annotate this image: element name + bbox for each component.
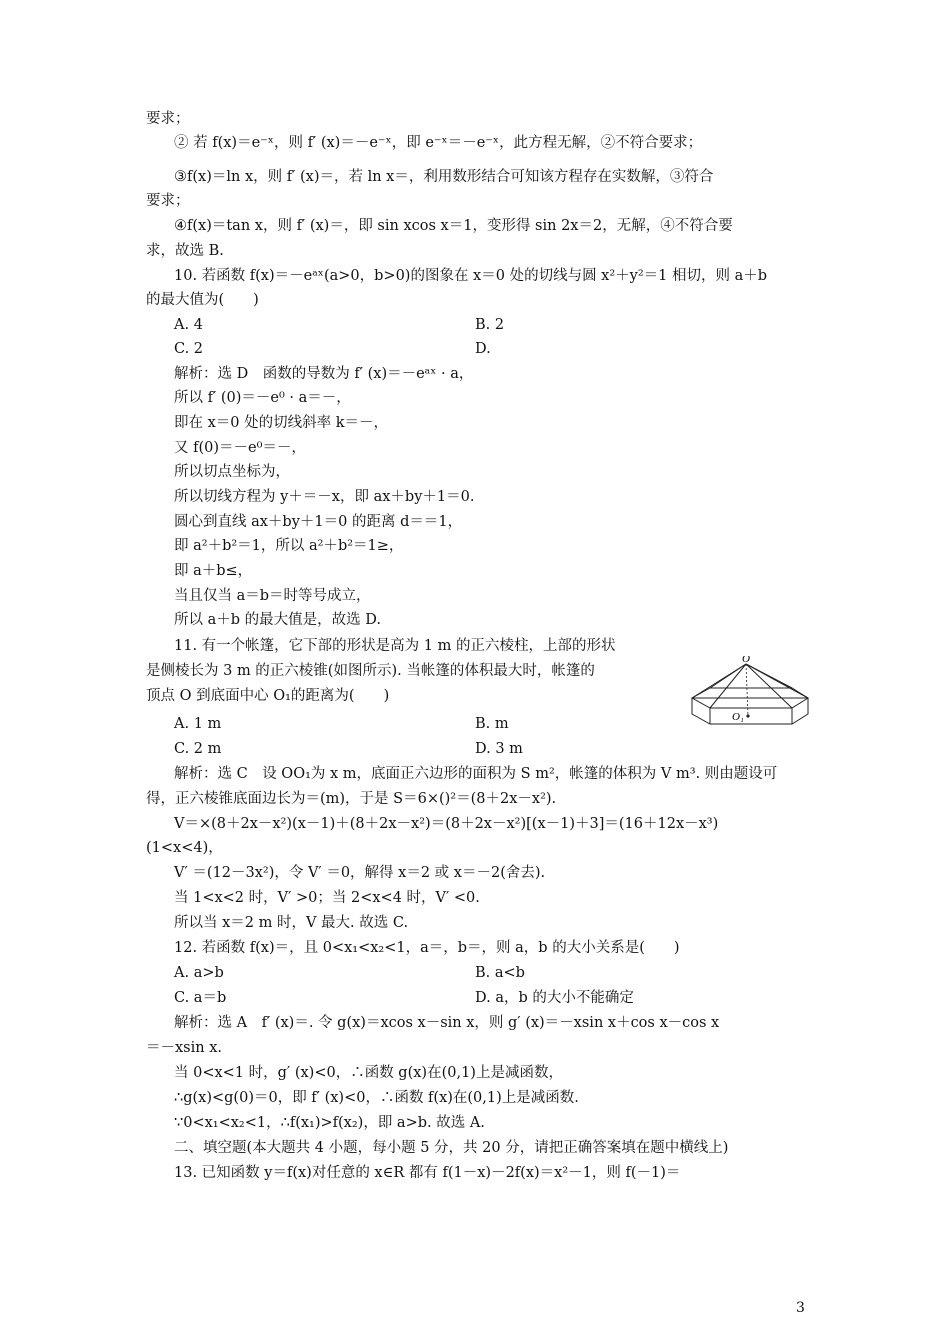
option-right: B. m [475, 716, 509, 732]
text-line: 得，正六棱锥底面边长为＝(m)，于是 S＝6×()²＝(8＋2x－x²). [146, 791, 557, 807]
text-line: 二、填空题(本大题共 4 小题，每小题 5 分，共 20 分，请把正确答案填在题中横线上) [174, 1140, 729, 1156]
option-right: D. [475, 341, 491, 357]
text-line: 又 f(0)＝－e⁰＝－， [174, 440, 306, 456]
text-line: 所以当 x＝2 m 时，V 最大. 故选 C. [174, 915, 409, 931]
text-line: ④f(x)＝tan x，则 f′ (x)＝，即 sin xcos x＝1，变形得 sin 2x＝2，无解，④不符合要 [174, 218, 733, 234]
text-line: ③f(x)＝ln x，则 f′ (x)＝，若 ln x＝，利用数形结合可知该方程存在实数解，③符合 [174, 169, 714, 185]
text-line: A. 4 [174, 317, 203, 333]
text-line: 所以切线方程为 y＋＝－x，即 ax＋by＋1＝0. [174, 489, 475, 505]
text-line: 即 a²＋b²＝1，所以 a²＋b²＝1≥， [174, 538, 404, 554]
option-right: B. a<b [475, 965, 525, 981]
text-line: 圆心到直线 ax＋by＋1＝0 的距离 d＝＝1， [174, 514, 463, 530]
text-line: V＝×(8＋2x－x²)(x－1)＋(8＋2x－x²)＝(8＋2x－x²)[(x－1)＋3]＝(16＋12x－x³) [174, 816, 719, 832]
text-line: 即 a＋b≤， [174, 563, 253, 579]
text-line: ∴g(x)<g(0)＝0，即 f′ (x)<0，∴函数 f(x)在(0,1)上是减函数. [174, 1090, 579, 1106]
text-line: A. 1 m [174, 716, 222, 732]
text-line: 10. 若函数 f(x)＝－eᵃˣ(a>0，b>0)的图象在 x＝0 处的切线与圆 x²＋y²＝1 相切，则 a＋b [174, 268, 768, 284]
text-line: 求，故选 B. [146, 243, 224, 259]
text-line: C. 2 [174, 341, 204, 357]
text-line: 当 0<x<1 时，g′ (x)<0，∴函数 g(x)在(0,1)上是减函数， [174, 1065, 563, 1081]
apex-label: O [742, 656, 750, 665]
text-line: ∵0<x₁<x₂<1，∴f(x₁)>f(x₂)，即 a>b. 故选 A. [174, 1115, 485, 1131]
text-line: 当且仅当 a＝b＝时等号成立， [174, 588, 371, 604]
text-line: C. a＝b [174, 990, 227, 1006]
text-line: 即在 x＝0 处的切线斜率 k＝－， [174, 415, 389, 431]
text-line: 解析：选 D 函数的导数为 f′ (x)＝－eᵃˣ · a， [174, 366, 474, 382]
text-line: 11. 有一个帐篷，它下部的形状是高为 1 m 的正六棱柱，上部的形状 [174, 638, 616, 654]
option-right: D. 3 m [475, 741, 523, 757]
text-line: 解析：选 C 设 OO₁为 x m，底面正六边形的面积为 S m²，帐篷的体积为 V m³. 则由题设可 [174, 766, 778, 782]
text-line: 所以 a＋b 的最大值是，故选 D. [174, 612, 381, 628]
text-line: 的最大值为( ) [146, 292, 259, 308]
page-number: 3 [796, 1300, 805, 1316]
text-line: 所以 f′ (0)＝－e⁰ · a＝－， [174, 390, 351, 406]
text-line: ＝－xsin x. [146, 1040, 222, 1056]
text-line: 要求； [146, 193, 190, 209]
text-line: ② 若 f(x)＝e⁻ˣ，则 f′ (x)＝－e⁻ˣ，即 e⁻ˣ＝－e⁻ˣ，此方程无解，②不符合要求； [174, 135, 703, 151]
tent-figure [688, 656, 812, 728]
text-line: (1<x<4)， [146, 840, 223, 856]
text-line: 13. 已知函数 y＝f(x)对任意的 x∈R 都有 f(1－x)－2f(x)＝x²－1，则 f(－1)＝ [174, 1165, 681, 1181]
text-line: 要求； [146, 111, 190, 127]
text-line: 解析：选 A f′ (x)＝. 令 g(x)＝xcos x－sin x，则 g′ (x)＝－xsin x＋cos x－cos x [174, 1015, 720, 1031]
text-line: 所以切点坐标为， [174, 464, 290, 480]
text-line: C. 2 m [174, 741, 222, 757]
text-line: V′ ＝(12－3x²)，令 V′ ＝0，解得 x＝2 或 x＝－2(舍去). [174, 865, 546, 881]
option-right: B. 2 [475, 317, 505, 333]
text-line: 顶点 O 到底面中心 O₁的距离为( ) [146, 688, 390, 704]
text-line: A. a>b [174, 965, 224, 981]
text-line: 是侧棱长为 3 m 的正六棱锥(如图所示). 当帐篷的体积最大时，帐篷的 [146, 663, 595, 679]
option-right: D. a，b 的大小不能确定 [475, 990, 634, 1006]
center-label: O₁ [732, 711, 744, 723]
text-line: 12. 若函数 f(x)＝，且 0<x₁<x₂<1，a＝，b＝，则 a，b 的大小关系是( ) [174, 940, 680, 956]
text-line: 当 1<x<2 时，V′ >0；当 2<x<4 时，V′ <0. [174, 890, 480, 906]
